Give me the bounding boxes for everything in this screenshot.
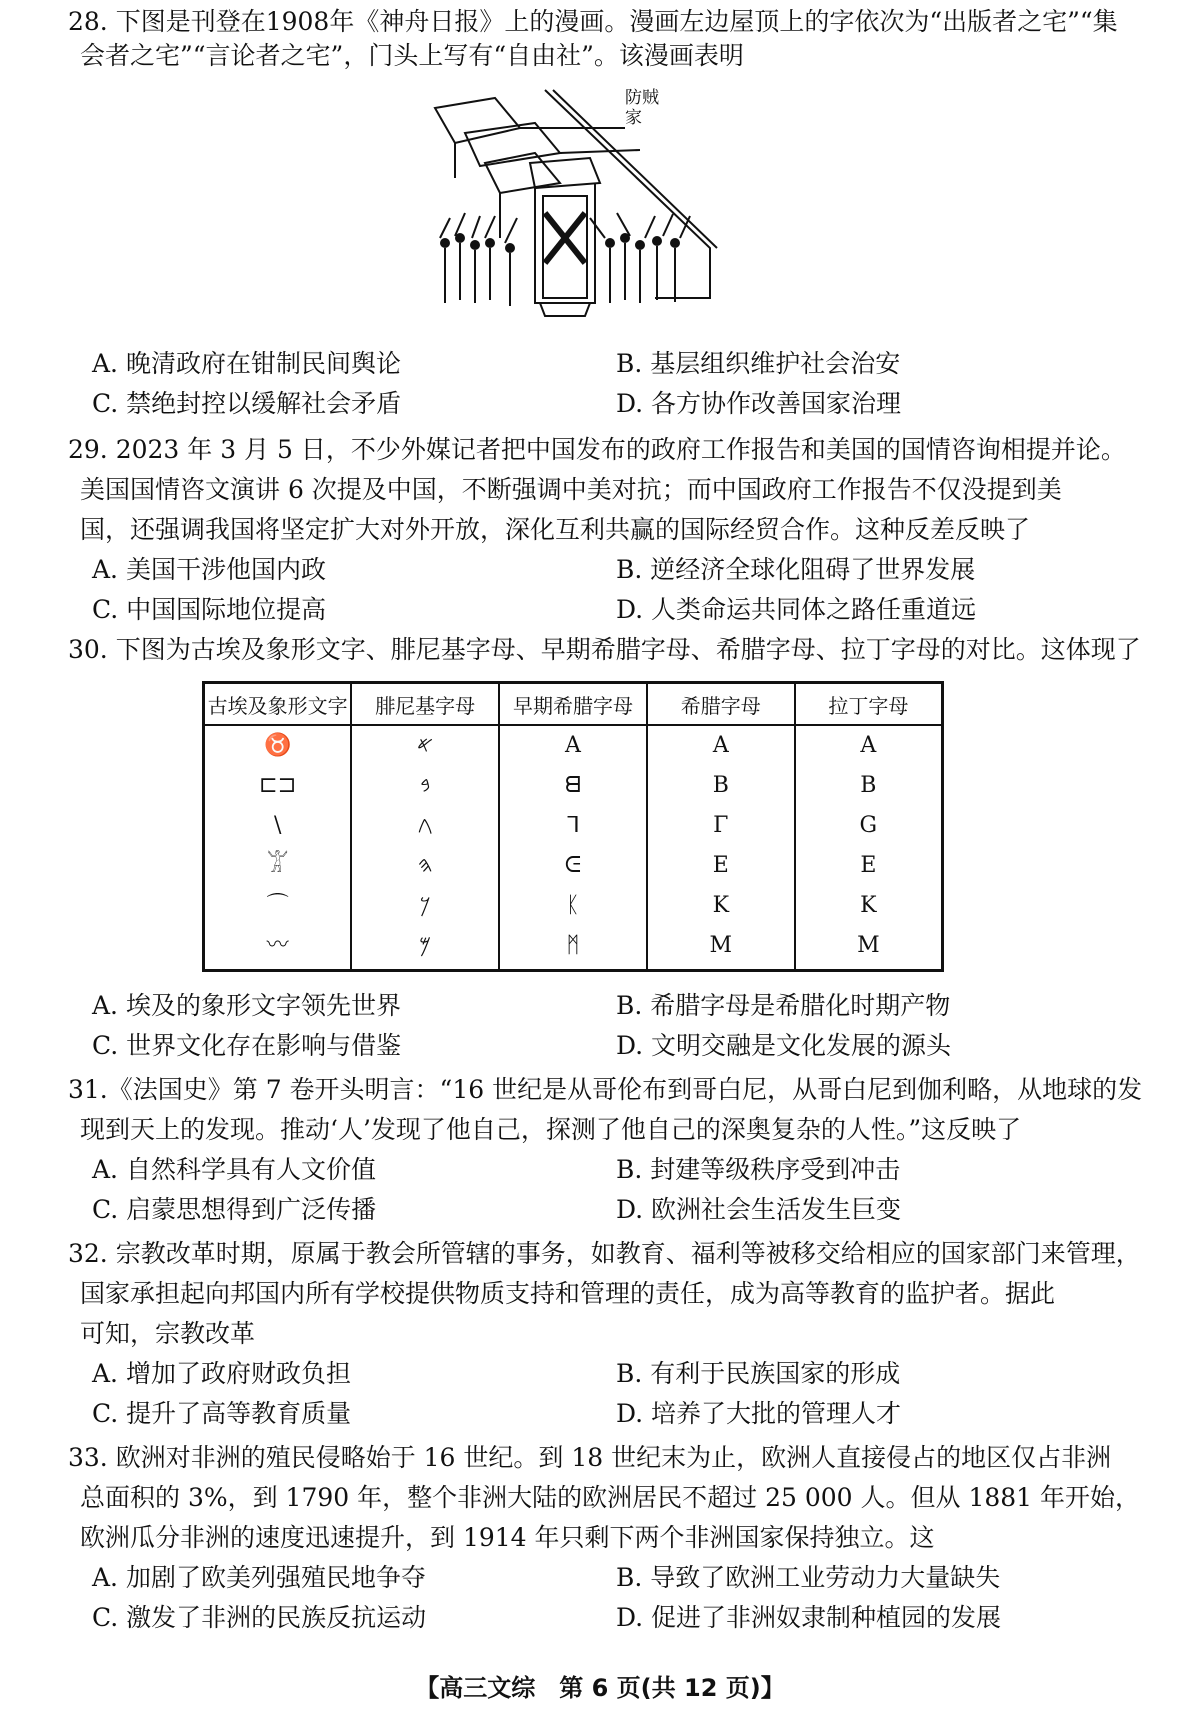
table-cell: ♉	[263, 733, 292, 758]
q32-option-b[interactable]: B. 有利于民族国家的形成	[616, 1359, 901, 1388]
q33-option-a[interactable]: A. 加剧了欧美列强殖民地争夺	[92, 1563, 426, 1592]
table-cell: B	[712, 773, 729, 798]
q30-option-a[interactable]: A. 埃及的象形文字领先世界	[92, 991, 401, 1020]
q30-option-c[interactable]: C. 世界文化存在影响与借鉴	[92, 1031, 402, 1060]
table-cell: 𐤂	[417, 813, 433, 838]
q29-option-d[interactable]: D. 人类命运共同体之路任重道远	[616, 595, 977, 624]
q32-stem-line1: 32. 宗教改革时期，原属于教会所管辖的事务，如教育、福利等被移交给相应的国家部门来管理，	[68, 1239, 1141, 1268]
table-cell: M	[857, 933, 880, 958]
table-cell: 𓀠	[266, 853, 289, 878]
q31-option-b[interactable]: B. 封建等级秩序受到冲击	[616, 1155, 901, 1184]
column-latin	[795, 725, 943, 971]
header-egyptian: 古埃及象形文字	[204, 683, 352, 726]
cartoon-caption: 防贼家	[625, 88, 659, 128]
page-footer: 【高三文综 第 6 页(共 12 页)】	[415, 1674, 785, 1702]
table-cell: ᛕ	[566, 893, 580, 918]
header-latin: 拉丁字母	[795, 683, 943, 726]
table-cell: Γ	[713, 813, 729, 838]
table-cell: ⊏⊐	[259, 773, 297, 798]
table-cell: M	[709, 933, 733, 958]
q31-option-c[interactable]: C. 启蒙思想得到广泛传播	[92, 1195, 377, 1224]
table-cell: 𐤊	[419, 893, 431, 918]
table-cell: \	[273, 813, 282, 838]
q32-option-c[interactable]: C. 提升了高等教育质量	[92, 1399, 352, 1428]
table-cell: A	[565, 733, 581, 758]
table-cell: 𐤌	[419, 933, 432, 958]
table-cell: K	[860, 893, 877, 918]
column-greek	[647, 725, 795, 971]
q28-stem-line1: 28. 下图是刊登在1908年《神舟日报》上的漫画。漫画左边屋顶上的字依次为“出版者之宅”“集	[68, 7, 1118, 36]
table-cell: E	[860, 853, 877, 878]
table-cell: 𐤁	[420, 773, 431, 798]
table-cell: ⌒	[266, 893, 289, 918]
q29-option-b[interactable]: B. 逆经济全球化阻碍了世界发展	[616, 555, 976, 584]
column-early-greek	[499, 725, 647, 971]
table-cell: ᛗ	[566, 933, 580, 958]
table-cell: A	[860, 733, 877, 758]
table-header-row	[204, 683, 943, 726]
q31-option-d[interactable]: D. 欧洲社会生活发生巨变	[616, 1195, 902, 1224]
column-egyptian	[204, 725, 352, 971]
q33-option-b[interactable]: B. 导致了欧洲工业劳动力大量缺失	[616, 1563, 1001, 1592]
table-body-row	[204, 725, 943, 971]
q31-option-a[interactable]: A. 自然科学具有人文价值	[92, 1155, 376, 1184]
alphabet-comparison-table	[202, 681, 944, 972]
q33-option-c[interactable]: C. 激发了非洲的民族反抗运动	[92, 1603, 427, 1632]
table-cell: B	[860, 773, 877, 798]
table-cell: 𐤄	[417, 853, 433, 878]
cartoon-illustration	[425, 88, 720, 328]
header-greek: 希腊字母	[647, 683, 795, 726]
q28-option-c[interactable]: C. 禁绝封控以缓解社会矛盾	[92, 389, 402, 418]
table-cell: ᒣ	[566, 813, 580, 838]
q32-stem-line3: 可知，宗教改革	[80, 1319, 256, 1348]
table-cell: K	[712, 893, 729, 918]
column-phoenician	[351, 725, 499, 971]
q29-option-c[interactable]: C. 中国国际地位提高	[92, 595, 327, 624]
table-cell: ᕮ	[564, 853, 582, 878]
q28-option-b[interactable]: B. 基层组织维护社会治安	[616, 349, 901, 378]
table-cell: 𐤀	[417, 733, 434, 758]
q29-option-a[interactable]: A. 美国干涉他国内政	[92, 555, 326, 584]
table-cell: G	[859, 813, 878, 838]
table-cell: 〰	[266, 933, 289, 958]
table-cell: A	[712, 733, 729, 758]
q29-stem-line1: 29. 2023 年 3 月 5 日，不少外媒记者把中国发布的政府工作报告和美国的国情咨询相提并论。	[68, 435, 1126, 464]
q29-stem-line2: 美国国情咨文演讲 6 次提及中国，不断强调中美对抗；而中国政府工作报告不仅没提到美	[80, 475, 1062, 504]
q30-option-d[interactable]: D. 文明交融是文化发展的源头	[616, 1031, 952, 1060]
q30-stem-line1: 30. 下图为古埃及象形文字、腓尼基字母、早期希腊字母、希腊字母、拉丁字母的对比。这体现了	[68, 635, 1141, 664]
q29-stem-line3: 国，还强调我国将坚定扩大对外开放，深化互利共赢的国际经贸合作。这种反差反映了	[80, 515, 1031, 544]
q31-stem-line2: 现到天上的发现。推动‘人’发现了他自己，探测了他自己的深奥复杂的人性。”这反映了	[80, 1115, 1022, 1144]
q32-option-d[interactable]: D. 培养了大批的管理人才	[616, 1399, 902, 1428]
q33-stem-line2: 总面积的 3%，到 1790 年，整个非洲大陆的欧洲居民不超过 25 000 人。但从 1881 年开始，	[80, 1483, 1141, 1512]
q33-stem-line1: 33. 欧洲对非洲的殖民侵略始于 16 世纪。到 18 世纪末为止，欧洲人直接侵占的地区仅占非洲	[68, 1443, 1112, 1472]
table-cell: ᗺ	[565, 773, 581, 798]
q28-option-a[interactable]: A. 晚清政府在钳制民间舆论	[92, 349, 401, 378]
q28-option-d[interactable]: D. 各方协作改善国家治理	[616, 389, 902, 418]
header-early-greek: 早期希腊字母	[499, 683, 647, 726]
q33-stem-line3: 欧洲瓜分非洲的速度迅速提升，到 1914 年只剩下两个非洲国家保持独立。这	[80, 1523, 935, 1552]
header-phoenician: 腓尼基字母	[351, 683, 499, 726]
q33-option-d[interactable]: D. 促进了非洲奴隶制种植园的发展	[616, 1603, 1002, 1632]
q32-option-a[interactable]: A. 增加了政府财政负担	[92, 1359, 351, 1388]
q31-stem-line1: 31.《法国史》第 7 卷开头明言：“16 世纪是从哥伦布到哥白尼，从哥白尼到伽利略，从地球的发	[68, 1075, 1143, 1104]
table-cell: E	[712, 853, 729, 878]
q30-option-b[interactable]: B. 希腊字母是希腊化时期产物	[616, 991, 951, 1020]
q32-stem-line2: 国家承担起向邦国内所有学校提供物质支持和管理的责任，成为高等教育的监护者。据此	[80, 1279, 1056, 1308]
q28-stem-line2: 会者之宅”“言论者之宅”，门头上写有“自由社”。该漫画表明	[80, 41, 744, 70]
